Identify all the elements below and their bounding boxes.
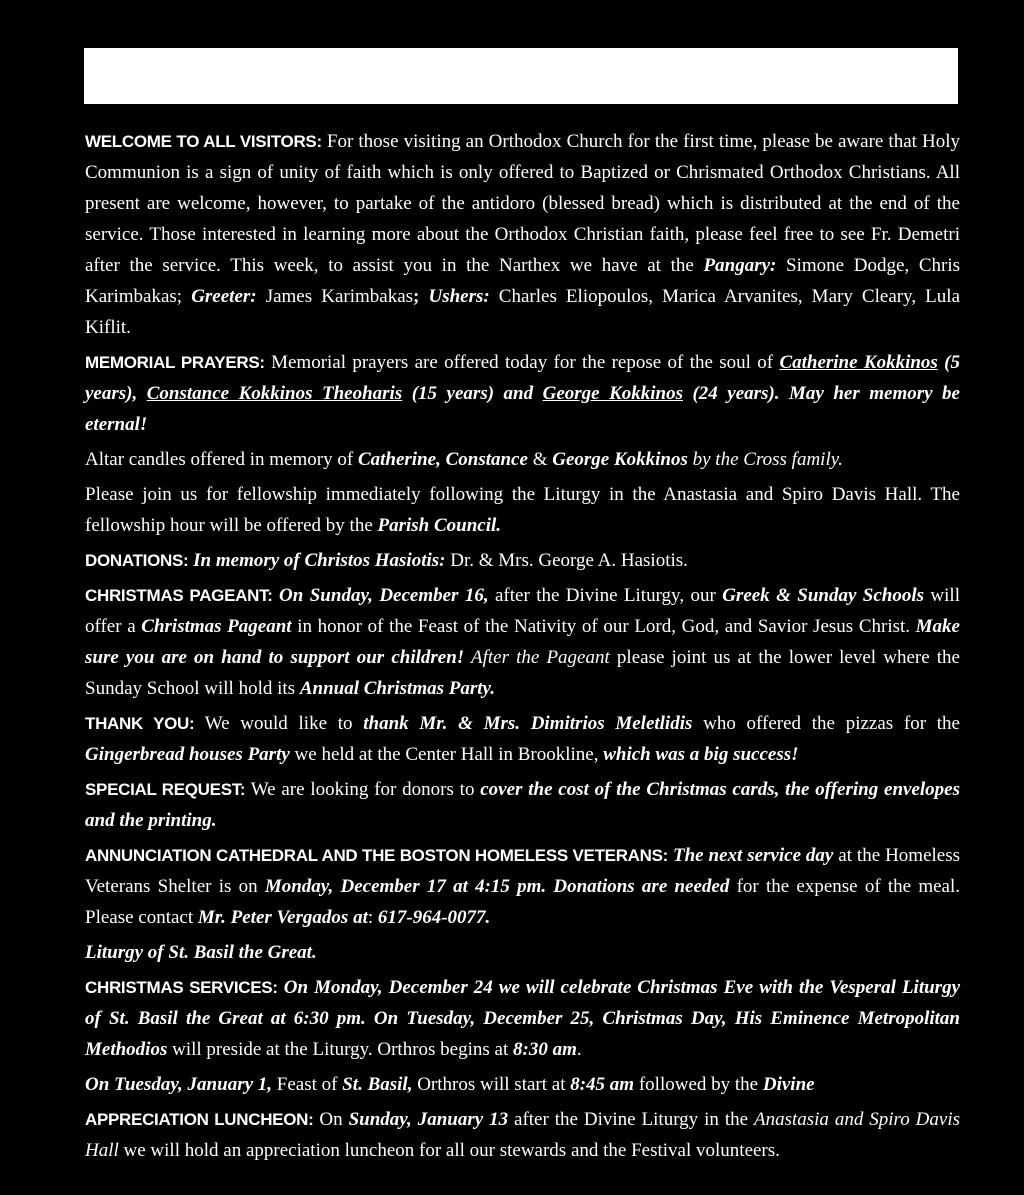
veterans-next: The next service day	[668, 845, 834, 866]
services-time: 8:30 am	[513, 1039, 577, 1060]
jan1-paragraph	[85, 1069, 960, 1100]
veterans-label: ANNUNCIATION CATHEDRAL AND THE BOSTON HOMELESS VETERANS:	[85, 846, 669, 865]
thanks-paragraph	[85, 708, 960, 770]
services-schedule: On Monday, December 24 we will celebrate Christmas Eve with the Vesperal Liturgy of St. Basil the Great at 6:30 pm. On Tuesday, December 25, Christmas Day, His Eminence Metropolitan Methodios	[85, 977, 960, 1060]
memorial-text: Memorial prayers are offered today for the repose of the soul of	[264, 352, 780, 373]
luncheon-hall: Anastasia and Spiro Davis Hall	[85, 1109, 961, 1161]
veterans-colon: :	[367, 907, 378, 928]
pageant-text-3: in honor of the Feast of the Nativity of our Lord, God, and Savior Jesus Christ.	[291, 616, 916, 637]
basil-line: Liturgy of St. Basil the Great.	[85, 942, 317, 963]
candles-amp: &	[527, 449, 553, 470]
bulletin-body	[85, 126, 960, 1170]
special-cost: cover the cost of the Christmas cards, the offering envelopes and the printing.	[85, 779, 960, 831]
services-dot: .	[576, 1039, 582, 1060]
memorial-years-1: (5 years),	[85, 352, 960, 404]
thanks-text-1: We would like to	[194, 713, 364, 734]
candles-text: Altar candles offered in memory of	[85, 449, 358, 470]
donations-label: DONATIONS:	[85, 551, 189, 570]
candles-names-1: Catherine, Constance	[357, 449, 528, 470]
welcome-paragraph	[85, 126, 960, 343]
pageant-text-4: please joint us at the lower level where the Sunday School will hold its	[85, 647, 960, 699]
veterans-paragraph	[85, 840, 960, 933]
pageant-after: After the Pageant	[464, 647, 610, 668]
candles-names-2: George Kokkinos	[552, 449, 688, 470]
fellowship-text: Please join us for fellowship immediately following the Liturgy in the Anastasia and Spiro Davis Hall. The fellowship hour will be offered by the	[85, 484, 960, 536]
greeter-label: Greeter:	[191, 286, 257, 307]
veterans-date: Monday, December 17 at 4:15 pm. Donations are needed	[264, 876, 730, 897]
jan1-divine: Divine	[762, 1074, 815, 1095]
luncheon-label: APPRECIATION LUNCHEON:	[85, 1110, 314, 1129]
pageant-paragraph	[85, 580, 960, 704]
memorial-name-constance: Constance Kokkinos Theoharis	[146, 383, 403, 404]
thanks-label: THANK YOU:	[85, 714, 195, 733]
greeter-name: James Karimbakas	[256, 286, 414, 307]
luncheon-paragraph	[85, 1104, 960, 1166]
memorial-name-catherine: Catherine Kokkinos	[779, 352, 938, 373]
thanks-text-2: who offered the pizzas for the	[692, 713, 960, 734]
jan1-date: On Tuesday, January 1,	[85, 1074, 273, 1095]
pangary-label: Pangary:	[703, 255, 777, 276]
thanks-name: thank Mr. & Mrs. Dimitrios Meletlidis	[363, 713, 693, 734]
candles-family: by the Cross family.	[687, 449, 843, 470]
pageant-label: CHRISTMAS PAGEANT:	[85, 586, 273, 605]
memorial-label: MEMORIAL PRAYERS:	[85, 353, 265, 372]
special-label: SPECIAL REQUEST:	[85, 780, 246, 799]
pageant-schools: Greek & Sunday Schools	[722, 585, 925, 606]
jan1-text-3: followed by the	[634, 1074, 763, 1095]
pageant-party: Annual Christmas Party.	[299, 678, 495, 699]
semicolon: ;	[413, 286, 420, 307]
jan1-text-1: Feast of	[272, 1074, 343, 1095]
donations-memory: In memory of Christos Hasiotis:	[188, 550, 446, 571]
services-text: will preside at the Liturgy. Orthros begins at	[167, 1039, 513, 1060]
luncheon-text-2: after the Divine Liturgy in the	[508, 1109, 754, 1130]
header-banner	[84, 48, 958, 104]
pageant-date: On Sunday, December 16,	[272, 585, 489, 606]
ushers-label: Ushers:	[419, 286, 490, 307]
luncheon-text-1: On	[313, 1109, 349, 1130]
services-label: CHRISTMAS SERVICES:	[85, 978, 278, 997]
memorial-name-george: George Kokkinos	[542, 383, 683, 404]
thanks-gingerbread: Gingerbread houses Party	[85, 744, 290, 765]
veterans-text-1: at the Homeless Veterans Shelter is on	[85, 845, 961, 897]
special-paragraph	[85, 774, 960, 836]
memorial-years-2: (15 years) and	[402, 383, 543, 404]
luncheon-text-3: we will hold an appreciation luncheon for all our stewards and the Festival volunteers.	[118, 1140, 780, 1161]
luncheon-date: Sunday, January 13	[348, 1109, 509, 1130]
thanks-text-3: we held at the Center Hall in Brookline,	[289, 744, 604, 765]
ushers-names: Charles Eliopoulos, Marica Arvanites, Mary Cleary, Lula Kiflit.	[85, 286, 961, 338]
memorial-paragraph	[85, 347, 960, 440]
welcome-text: For those visiting an Orthodox Church for the first time, please be aware that Holy Communion is a sign of unity of faith which is only offered to Baptized or Chrismated Orthodox Christians. All present are welcome, however, to partake of the antidoro (blessed bread) which is distributed at the end of the service. Those interested in learning more about the Orthodox Christian faith, please feel free to see Fr. Demetri after the service. This week, to assist you in the Narthex we have at the	[85, 131, 960, 276]
jan1-basil: St. Basil,	[342, 1074, 413, 1095]
pageant-name: Christmas Pageant	[141, 616, 292, 637]
candles-paragraph	[85, 444, 960, 475]
veterans-contact: Mr. Peter Vergados at	[197, 907, 368, 928]
special-text: We are looking for donors to	[245, 779, 481, 800]
welcome-label: WELCOME TO ALL VISITORS:	[85, 132, 322, 151]
pageant-text-2: will offer a	[85, 585, 960, 637]
jan1-time: 8:45 am	[570, 1074, 635, 1095]
pangary-names: Simone Dodge, Chris Karimbakas;	[85, 255, 960, 307]
veterans-phone: 617-964-0077.	[377, 907, 491, 928]
pageant-support: Make sure you are on hand to support our children!	[85, 616, 960, 668]
thanks-success: which was a big success!	[603, 744, 799, 765]
services-paragraph	[85, 972, 960, 1065]
donations-paragraph	[85, 545, 960, 576]
fellowship-paragraph	[85, 479, 960, 541]
donations-donor: Dr. & Mrs. George A. Hasiotis.	[445, 550, 688, 571]
pageant-text-1: after the Divine Liturgy, our	[488, 585, 723, 606]
veterans-text-2: for the expense of the meal. Please contact	[85, 876, 961, 928]
memorial-years-3: (24 years). May her memory be eternal!	[85, 383, 960, 435]
parish-council: Parish Council.	[377, 515, 502, 536]
jan1-text-2: Orthros will start at	[412, 1074, 571, 1095]
